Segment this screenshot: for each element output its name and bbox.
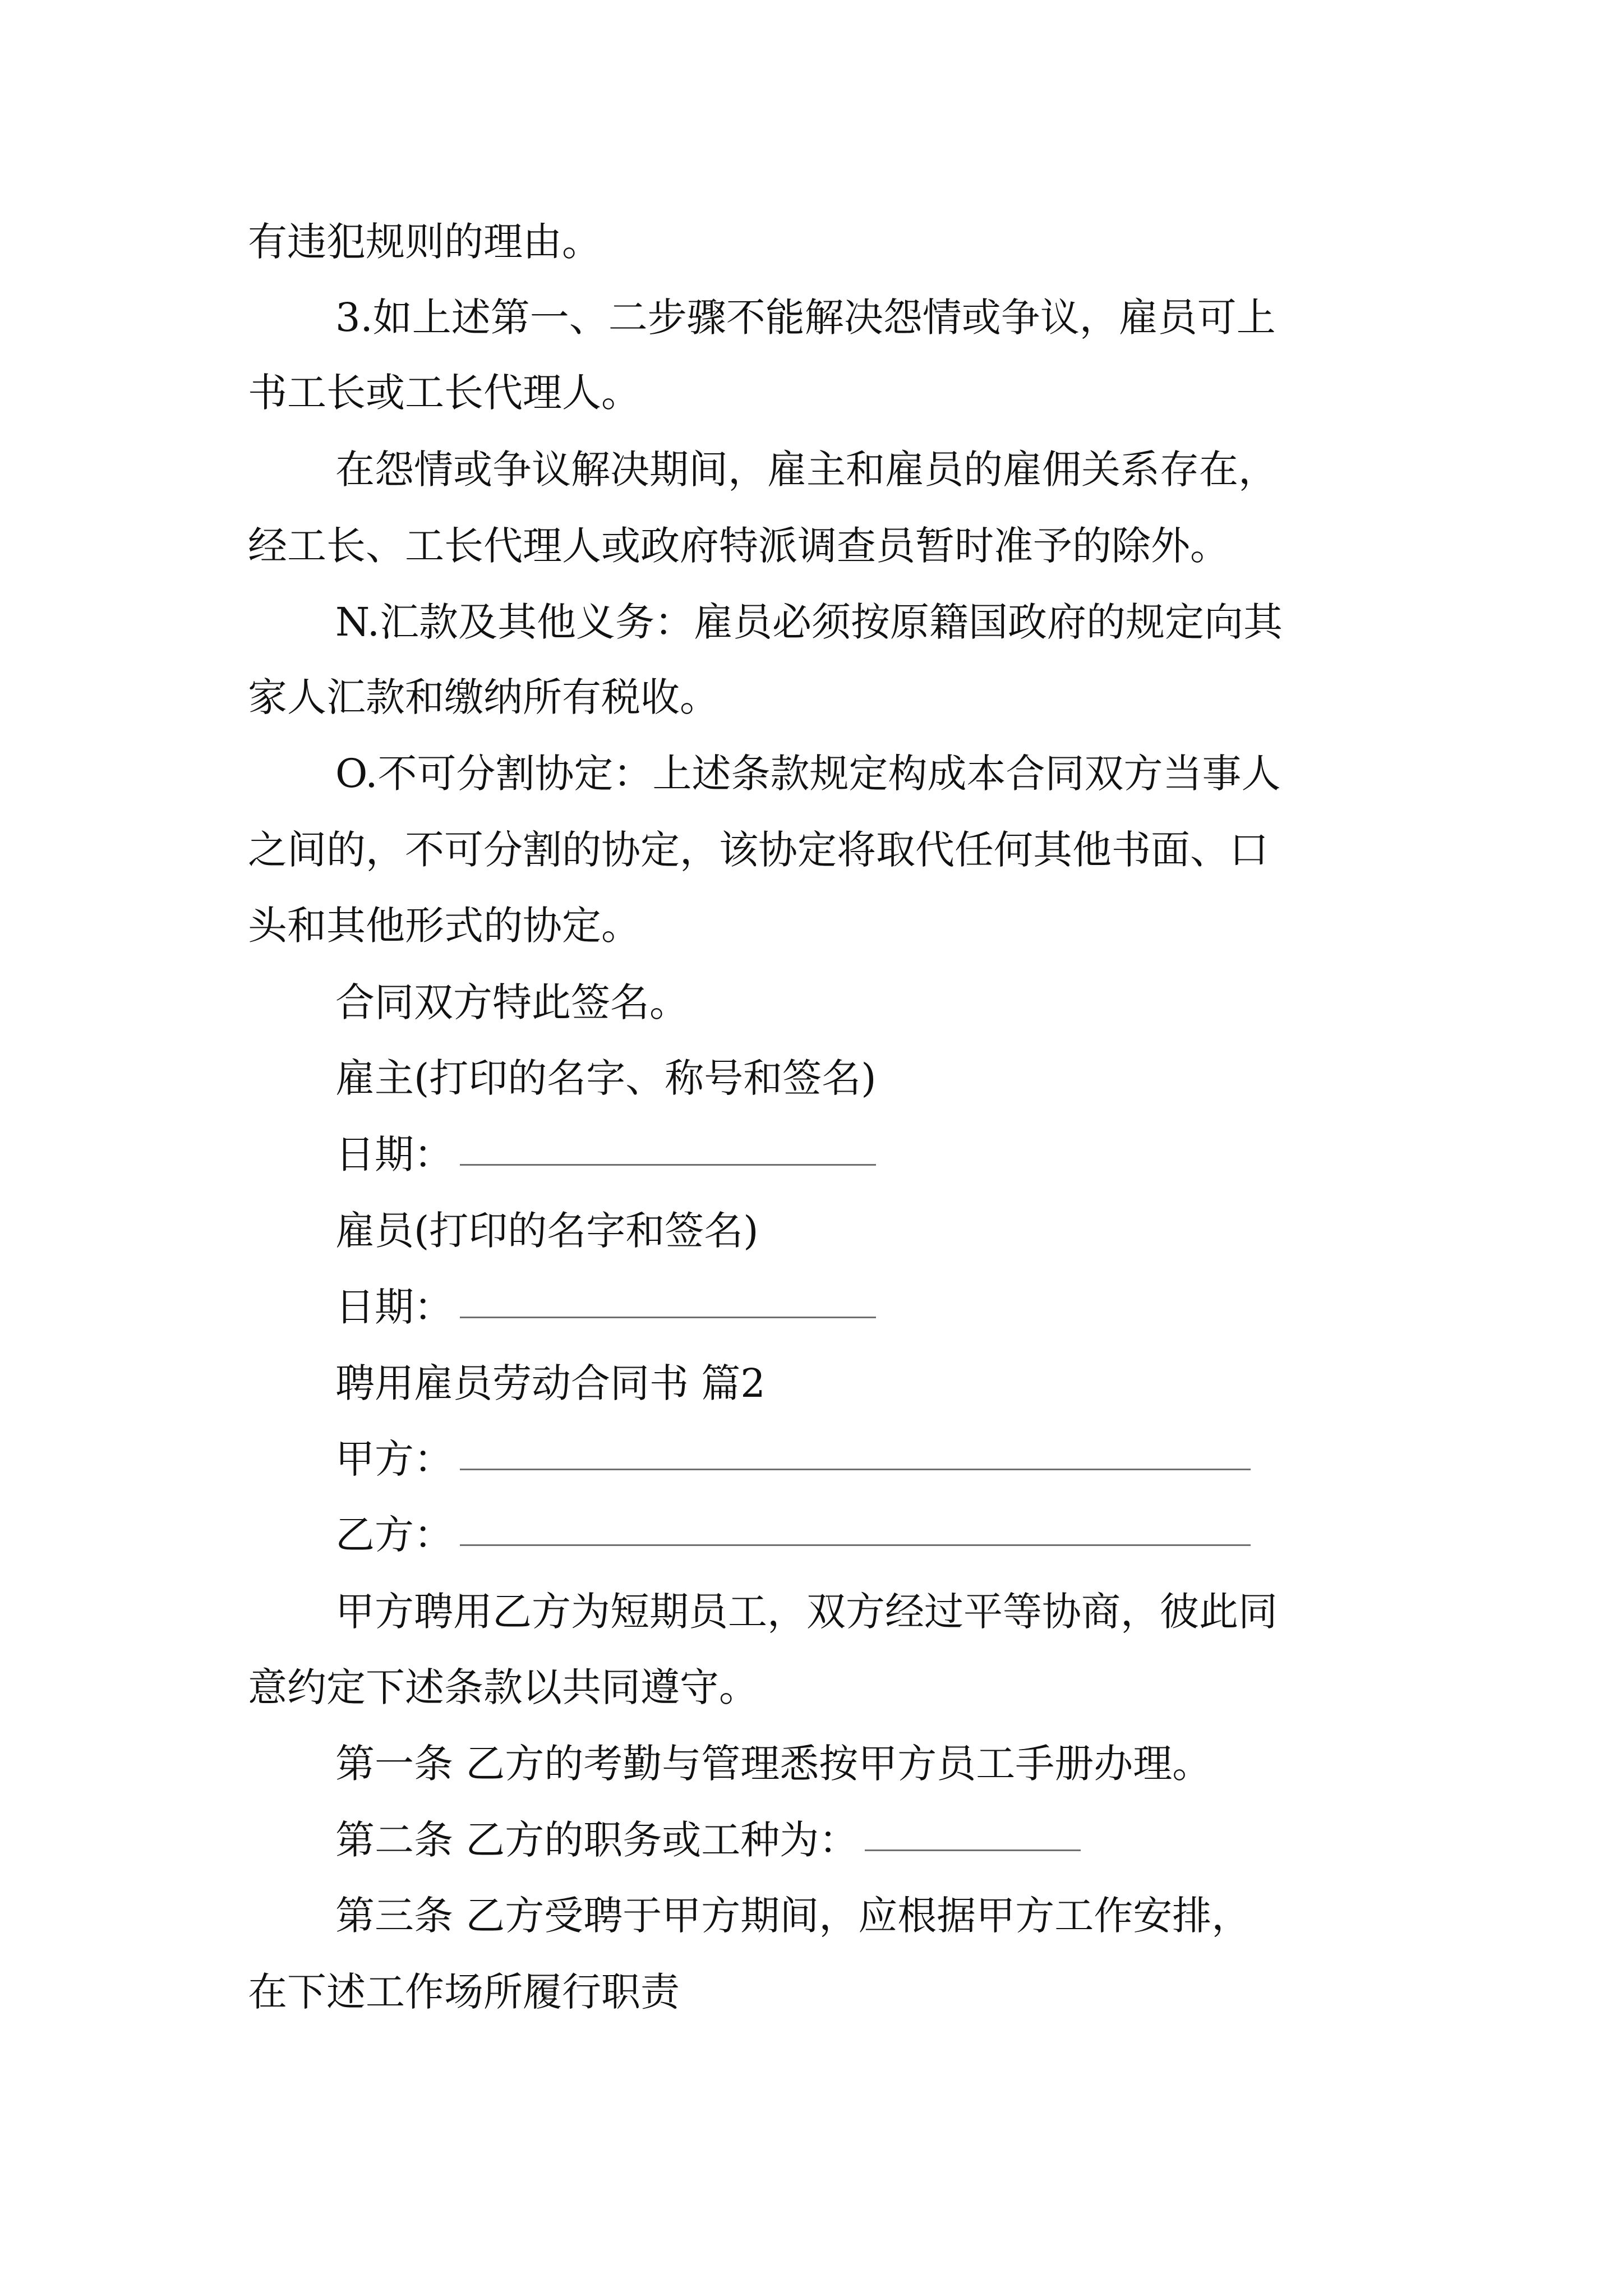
date-label: 日期： (335, 1131, 453, 1177)
text-line: 意约定下述条款以共同遵守。 (248, 1664, 758, 1710)
section-title: 聘用雇员劳动合同书 篇2 (335, 1360, 766, 1406)
position-field-row (335, 1815, 1081, 1865)
text-line: 雇员(打印的名字和签名) (335, 1208, 759, 1254)
position-label: 第二条 乙方的职务或工种为： (335, 1817, 859, 1863)
text-line: 家人汇款和缴纳所有税收。 (248, 674, 719, 720)
text-line: 有违犯规则的理由。 (248, 219, 601, 265)
text-line: 雇主(打印的名字、称号和签名) (335, 1055, 877, 1101)
party-a-field-row (335, 1434, 1251, 1484)
text-line: 在下述工作场所履行职责 (248, 1969, 680, 2015)
date-blank[interactable] (460, 1282, 876, 1318)
text-line: 书工长或工长代理人。 (248, 370, 640, 416)
date-field-row (335, 1129, 876, 1180)
party-a-label: 甲方： (335, 1436, 453, 1482)
position-blank[interactable] (865, 1815, 1081, 1851)
date-field-row (335, 1282, 876, 1332)
text-line: 第一条 乙方的考勤与管理悉按甲方员工手册办理。 (335, 1741, 1212, 1787)
text-line: 甲方聘用乙方为短期员工，双方经过平等协商，彼此同 (335, 1589, 1278, 1635)
text-line: 3.如上述第一、二步骤不能解决怨情或争议，雇员可上 (335, 295, 1276, 341)
party-b-blank[interactable] (460, 1510, 1251, 1546)
text-line: N.汇款及其他义务：雇员必须按原籍国政府的规定向其 (335, 599, 1283, 645)
text-line: 经工长、工长代理人或政府特派调查员暂时准予的除外。 (248, 523, 1229, 569)
party-a-blank[interactable] (460, 1434, 1251, 1470)
text-line: 合同双方特此签名。 (335, 979, 689, 1025)
text-line: 之间的，不可分割的协定，该协定将取代任何其他书面、口 (248, 827, 1269, 873)
date-label: 日期： (335, 1284, 453, 1330)
party-b-field-row (335, 1510, 1251, 1560)
text-line: O.不可分割协定：上述条款规定构成本合同双方当事人 (335, 751, 1281, 797)
text-line: 第三条 乙方受聘于甲方期间，应根据甲方工作安排， (335, 1893, 1251, 1939)
text-line: 在怨情或争议解决期间，雇主和雇员的雇佣关系存在， (335, 447, 1278, 493)
date-blank[interactable] (460, 1129, 876, 1166)
party-b-label: 乙方： (335, 1512, 453, 1558)
text-line: 头和其他形式的协定。 (248, 903, 640, 949)
